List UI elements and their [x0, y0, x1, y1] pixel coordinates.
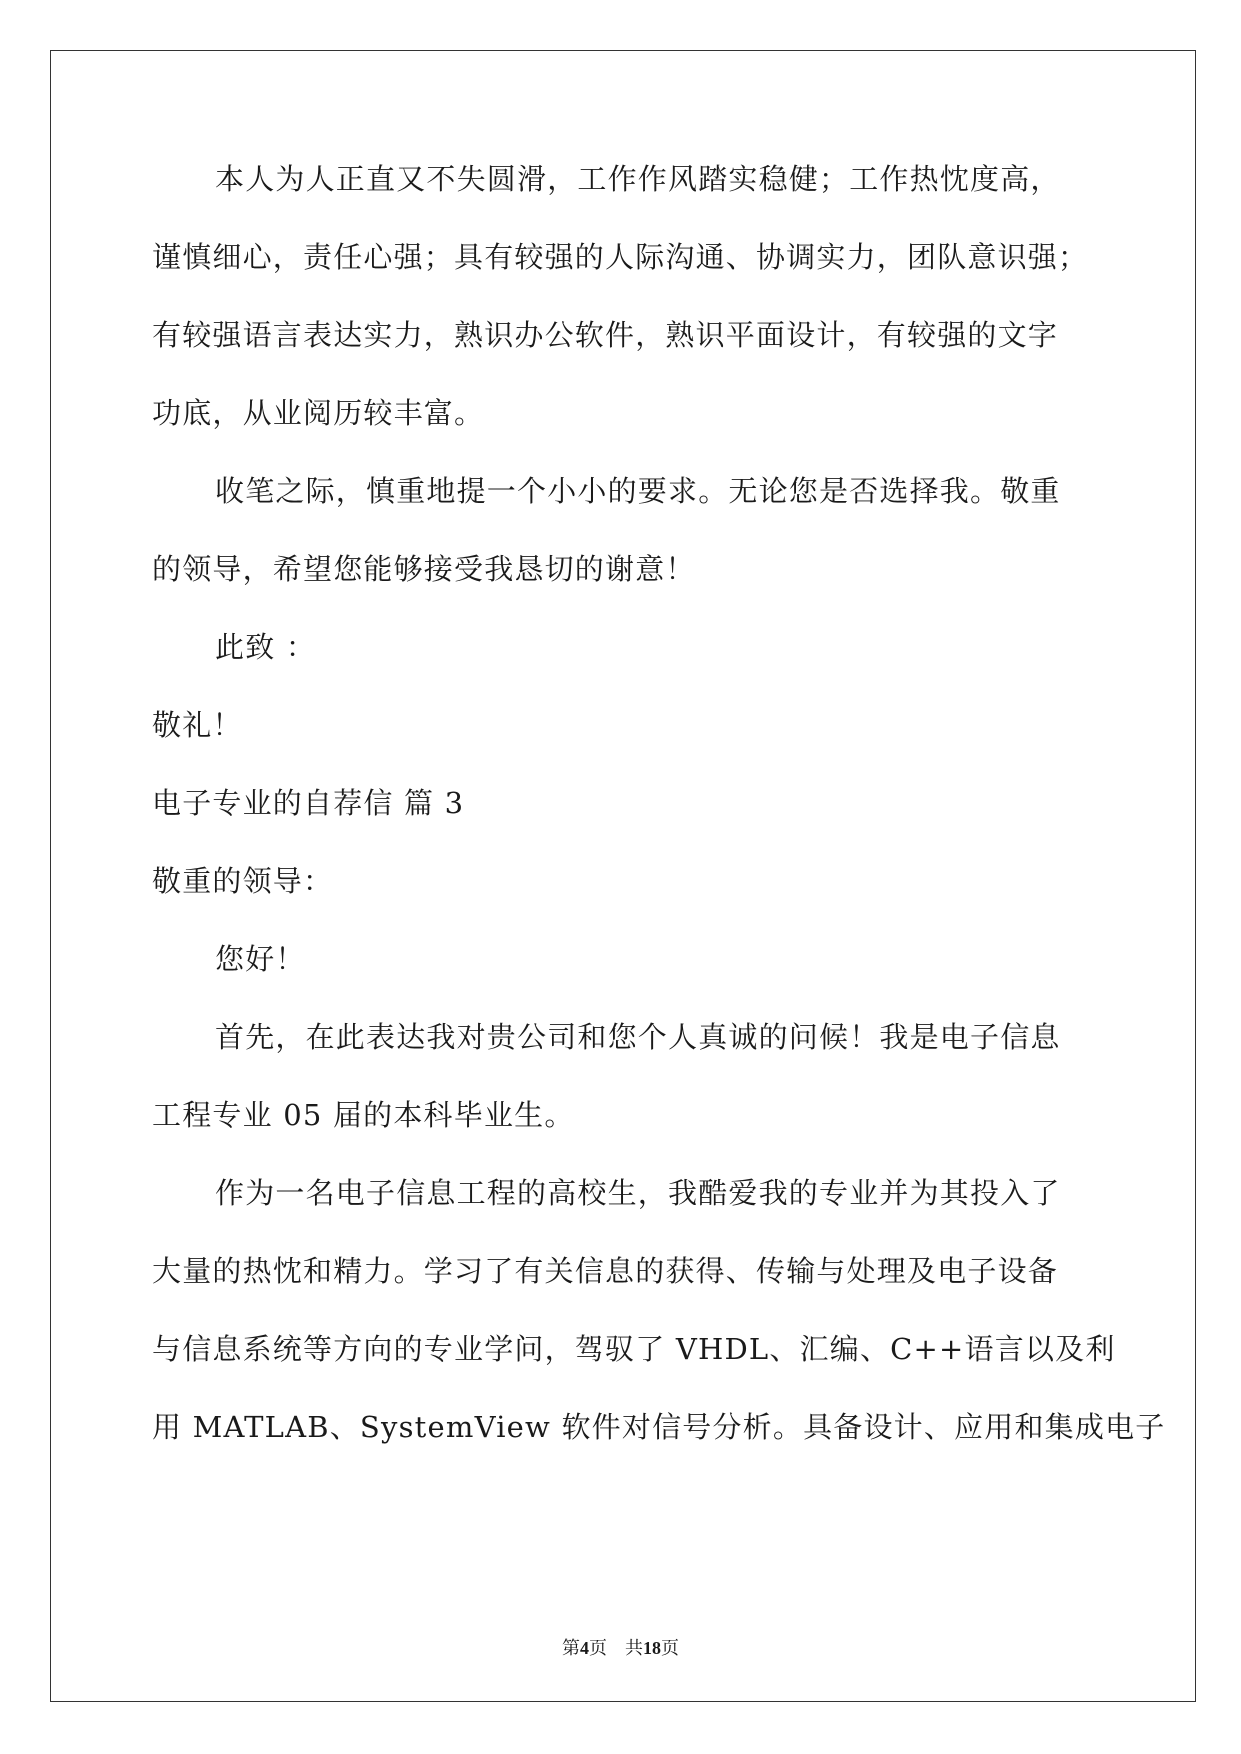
- paragraph-line: 首先，在此表达我对贵公司和您个人真诚的问候！我是电子信息: [215, 1020, 1061, 1054]
- letter-greeting: 您好！: [215, 942, 306, 976]
- page-suffix: 页: [589, 1638, 607, 1659]
- paragraph-line: 工程专业 05 届的本科毕业生。: [152, 1098, 575, 1132]
- page-number: 4: [580, 1638, 589, 1658]
- paragraph-line: 与信息系统等方向的专业学问，驾驭了 VHDL、汇编、C++语言以及利: [152, 1332, 1116, 1366]
- paragraph-line: 有较强语言表达实力，熟识办公软件，熟识平面设计，有较强的文字: [152, 318, 1059, 352]
- paragraph-line: 谨慎细心，责任心强；具有较强的人际沟通、协调实力，团队意识强；: [152, 240, 1089, 274]
- page-prefix: 第: [562, 1638, 580, 1659]
- paragraph-line: 功底，从业阅历较丰富。: [152, 396, 485, 430]
- paragraph-line: 收笔之际，慎重地提一个小小的要求。无论您是否选择我。敬重: [215, 474, 1061, 508]
- total-suffix: 页: [661, 1638, 679, 1659]
- letter-addressee: 敬重的领导：: [152, 864, 334, 898]
- paragraph-line: 用 MATLAB、SystemView 软件对信号分析。具备设计、应用和集成电子: [152, 1410, 1166, 1444]
- closing-regards: 敬礼！: [152, 708, 243, 742]
- paragraph-line: 的领导，希望您能够接受我恳切的谢意！: [152, 552, 696, 586]
- total-prefix: 共: [625, 1638, 643, 1659]
- section-heading: 电子专业的自荐信 篇 3: [152, 786, 465, 820]
- paragraph-line: 大量的热忱和精力。学习了有关信息的获得、传输与处理及电子设备: [152, 1254, 1059, 1288]
- closing-salutation: 此致 ：: [215, 630, 317, 664]
- total-pages: 18: [643, 1638, 661, 1658]
- paragraph-line: 本人为人正直又不失圆滑，工作作风踏实稳健；工作热忱度高，: [215, 162, 1061, 196]
- page-footer: [0, 1634, 1241, 1660]
- paragraph-line: 作为一名电子信息工程的高校生，我酷爱我的专业并为其投入了: [215, 1176, 1061, 1210]
